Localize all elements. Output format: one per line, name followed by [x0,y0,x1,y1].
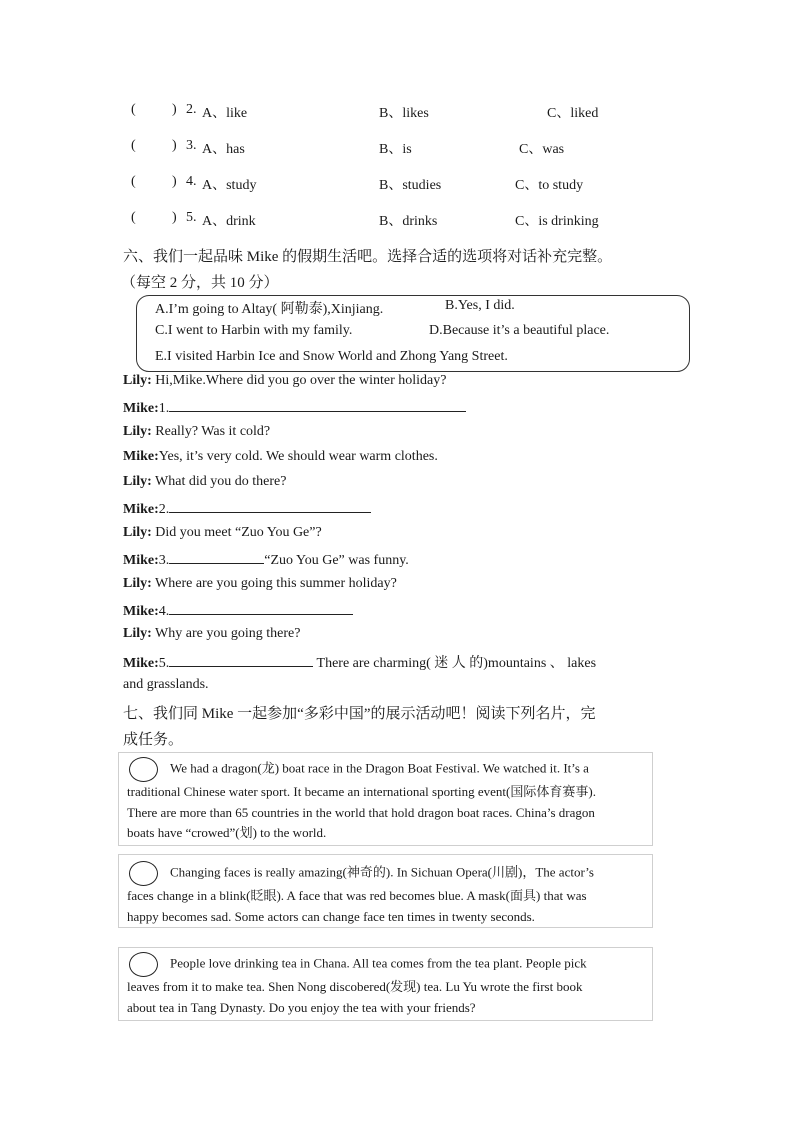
speaker-label: Lily: [123,373,152,388]
options-box [136,295,690,372]
speaker-label: Lily: [123,626,152,641]
blank-number: 1. [158,401,170,416]
dialogue-line [123,576,397,592]
dialogue-text: Really? Was it cold? [151,424,271,439]
option-b: B、is [379,142,412,157]
answer-paren-open[interactable]: ( [131,102,136,117]
answer-paren-close: ) [172,102,177,117]
speaker-label: Mike: [123,656,159,671]
option-b-text: B.Yes, I did. [445,298,515,313]
dialogue-line [123,525,322,541]
dialogue-text: There are charming( 迷 人 的)mountains 、 lakes [313,656,597,671]
card-text: We had a dragon(龙) boat race in the Dragon Boat Festival. We watched it. It’s a [170,760,589,776]
dialogue-text: Where are you going this summer holiday? [151,576,397,591]
speaker-label: Mike: [123,449,159,464]
name-card-dragon-boat [118,752,653,846]
option-c: C、was [519,142,565,157]
section6-score-note: （每空 2 分，共 10 分） [121,275,279,291]
dialogue-line [123,652,596,672]
answer-blank[interactable] [169,550,264,564]
name-card-changing-faces [118,854,653,928]
speaker-label: Lily: [123,525,152,540]
dialogue-text: What did you do there? [151,474,287,489]
option-a: A、has [202,142,245,157]
question-number: 2. [186,102,197,117]
dialogue-line [123,373,446,389]
option-c: C、is drinking [515,214,599,229]
dialogue-tail: and grasslands. [123,677,209,692]
section7-title-cont: 成任务。 [123,732,184,748]
option-c: C、liked [547,106,599,121]
name-card-tea [118,947,653,1021]
blank-number: 3. [158,553,170,568]
card-text: happy becomes sad. Some actors can change face ten times in twenty seconds. [127,908,535,924]
speaker-label: Lily: [123,576,152,591]
dialogue-text: Yes, it’s very cold. We should wear warm clothes. [158,449,438,464]
answer-paren-close: ) [172,174,177,189]
dialogue-line [123,398,466,417]
answer-paren-close: ) [172,210,177,225]
dialogue-line [123,449,438,465]
dialogue-line [123,474,286,490]
dialogue-text: Hi,Mike.Where did you go over the winter holiday? [151,373,447,388]
option-c: C、to study [515,178,584,193]
question-number: 3. [186,138,197,153]
card-text: People love drinking tea in Chana. All tea comes from the tea plant. People pick [170,955,587,971]
speaker-label: Mike: [123,502,159,517]
section6-title: 六、我们一起品味 Mike 的假期生活吧。选择合适的选项将对话补充完整。 [123,249,613,265]
option-b: B、drinks [379,214,438,229]
speaker-label: Mike: [123,553,159,568]
answer-paren-open[interactable]: ( [131,174,136,189]
answer-blank[interactable] [169,499,371,513]
blank-number: 4. [158,604,170,619]
option-c-text: C.I went to Harbin with my family. [155,323,353,338]
speaker-label: Mike: [123,401,159,416]
speaker-label: Lily: [123,424,152,439]
option-d-text: D.Because it’s a beautiful place. [429,323,610,338]
answer-paren-open[interactable]: ( [131,210,136,225]
speaker-label: Lily: [123,474,152,489]
blank-number: 5. [158,656,170,671]
dialogue-line [123,601,353,620]
answer-circle[interactable] [129,757,158,782]
card-text: Changing faces is really amazing(神奇的). In Sichuan Opera(川剧)，The actor’s [170,864,594,880]
card-text: There are more than 65 countries in the world that hold dragon boat races. China’s dragon [127,804,595,820]
dialogue-text: Why are you going there? [151,626,301,641]
dialogue-line [123,626,300,642]
card-text: traditional Chinese water sport. It became an international sporting event(国际体育赛事). [127,784,596,799]
blank-number: 2. [158,502,170,517]
dialogue-line [123,424,270,440]
option-a: A、study [202,178,257,193]
dialogue-line [123,550,409,569]
dialogue-text: “Zuo You Ge” was funny. [264,553,409,568]
answer-paren-close: ) [172,138,177,153]
option-a: A、drink [202,214,256,229]
option-b: B、studies [379,178,442,193]
dialogue-text: Did you meet “Zuo You Ge”? [151,525,322,540]
answer-circle[interactable] [129,861,158,886]
question-number: 5. [186,210,197,225]
option-a-text: A.I’m going to Altay( 阿勒泰),Xinjiang. [155,302,384,317]
option-e-text: E.I visited Harbin Ice and Snow World and Zhong Yang Street. [155,349,508,364]
answer-blank[interactable] [169,653,313,667]
card-text: faces change in a blink(眨眼). A face that was red becomes blue. A mask(面具) that was [127,888,587,903]
card-text: about tea in Tang Dynasty. Do you enjoy the tea with your friends? [127,999,476,1015]
card-text: boats have “crowed”(划) to the world. [127,825,327,840]
card-text: leaves from it to make tea. Shen Nong discobered(发现) tea. Lu Yu wrote the first book [127,979,583,994]
answer-paren-open[interactable]: ( [131,138,136,153]
section7-title: 七、我们同 Mike 一起参加“多彩中国”的展示活动吧！阅读下列名片，完 [123,706,596,722]
question-number: 4. [186,174,197,189]
speaker-label: Mike: [123,604,159,619]
answer-blank[interactable] [169,398,466,412]
answer-blank[interactable] [169,601,353,615]
dialogue-line [123,499,371,518]
option-b: B、likes [379,106,429,121]
option-a: A、like [202,106,248,121]
answer-circle[interactable] [129,952,158,977]
